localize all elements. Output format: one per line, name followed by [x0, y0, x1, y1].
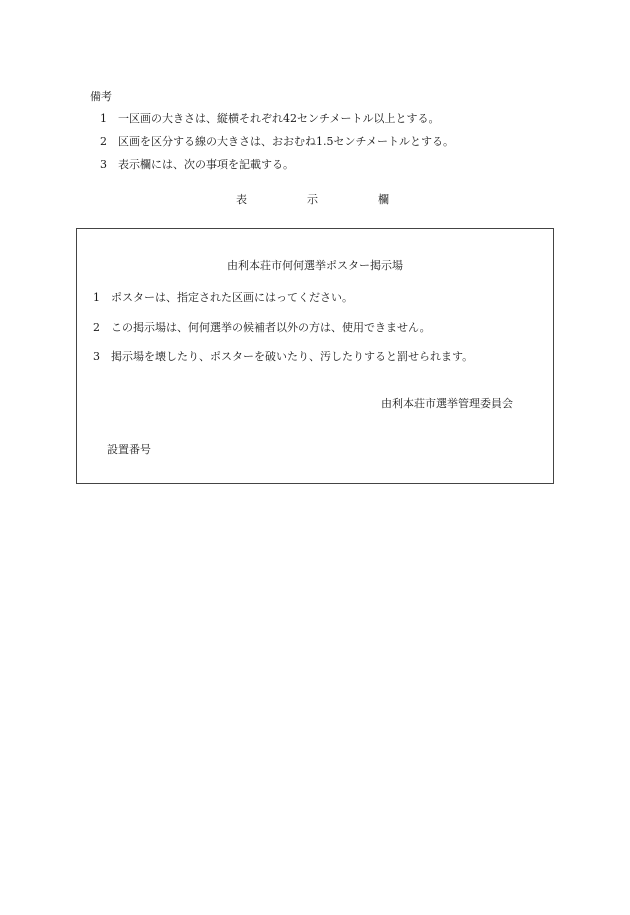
note-item-1 — [100, 112, 440, 126]
poster-title: 由利本荘市何何選挙ポスター掲示場 — [227, 259, 403, 272]
notes-heading: 備考 — [90, 90, 112, 103]
note-number: 2 — [100, 135, 107, 148]
note-text: 区画を区分する線の大きさは、おおむね1.5センチメートルとする。 — [118, 135, 455, 148]
note-item-2 — [100, 135, 454, 149]
poster-issuer: 由利本荘市選挙管理委員会 — [381, 397, 513, 410]
section-title-char-3: 欄 — [378, 193, 389, 206]
poster-item-1 — [93, 291, 353, 305]
note-text: 表示欄には、次の事項を記載する。 — [118, 158, 294, 171]
note-number: 3 — [100, 158, 107, 171]
note-number: 1 — [100, 112, 107, 125]
note-item-3 — [100, 158, 294, 172]
poster-install-number-label: 設置番号 — [107, 443, 151, 456]
section-title-char-2: 示 — [307, 193, 318, 206]
note-text: 一区画の大きさは、縦横それぞれ42センチメートル以上とする。 — [118, 112, 440, 125]
poster-item-2 — [93, 321, 431, 335]
poster-item-text: 掲示場を壊したり、ポスターを破いたり、汚したりすると罰せられます。 — [111, 350, 474, 363]
poster-display-box — [76, 228, 554, 484]
poster-item-number: 2 — [93, 321, 100, 334]
poster-item-text: ポスターは、指定された区画にはってください。 — [111, 291, 353, 304]
poster-item-text: この掲示場は、何何選挙の候補者以外の方は、使用できません。 — [111, 321, 431, 334]
poster-item-3 — [93, 350, 473, 364]
poster-item-number: 3 — [93, 350, 100, 363]
section-title — [0, 193, 630, 207]
poster-item-number: 1 — [93, 291, 100, 304]
section-title-char-1: 表 — [236, 193, 247, 206]
